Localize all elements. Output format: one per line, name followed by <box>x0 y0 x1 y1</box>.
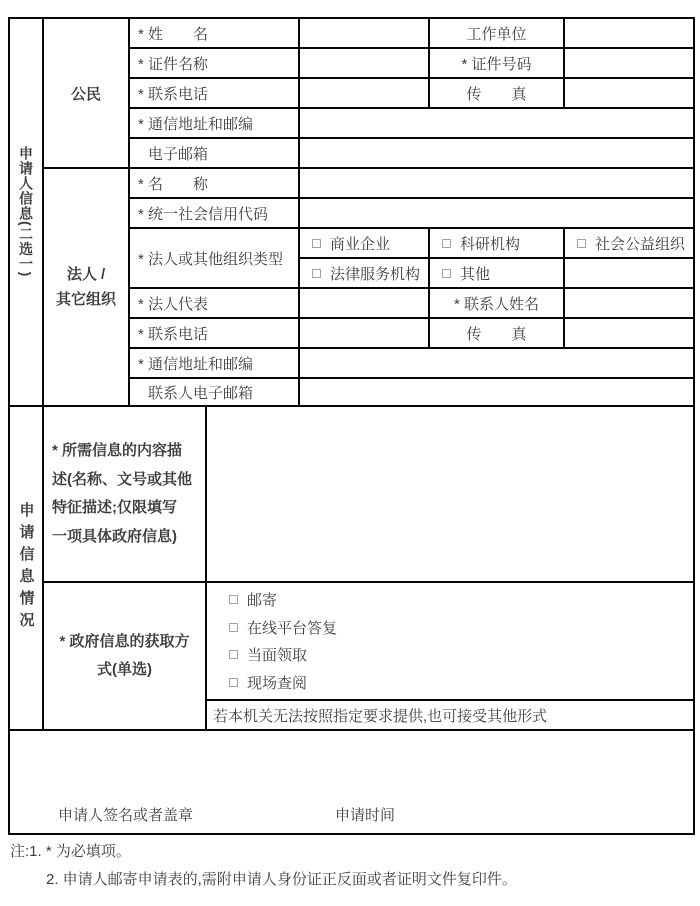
delivery-method-label-line: * 政府信息的获取方 <box>59 633 190 650</box>
org-type-option-public-welfare[interactable] <box>564 228 694 258</box>
citizen-work-unit-input-cell[interactable] <box>564 18 694 48</box>
citizen-id-number-label: * 证件号码 <box>429 48 564 78</box>
delivery-method-options <box>206 582 694 700</box>
checkbox-icon[interactable] <box>312 269 321 278</box>
checkbox-icon[interactable] <box>229 678 238 687</box>
signature-label: 申请人签名或者盖章 <box>58 807 194 824</box>
method-option-label: 现场查阅 <box>247 674 308 692</box>
org-credit-code-input-cell[interactable] <box>299 198 694 228</box>
method-option-label: 邮寄 <box>247 592 278 610</box>
checkbox-icon[interactable] <box>442 239 451 248</box>
request-section-side-label <box>9 406 43 730</box>
request-description-label-line: 特征描述;仅限填写 <box>52 499 177 516</box>
request-description-input-cell[interactable] <box>206 406 694 582</box>
checkbox-icon[interactable] <box>577 239 586 248</box>
checkbox-icon[interactable] <box>312 239 321 248</box>
org-address-input-cell[interactable] <box>299 348 694 378</box>
org-contact-email-label: 联系人电子邮箱 <box>129 378 299 406</box>
org-name-label: * 名 称 <box>129 168 299 198</box>
application-form-table <box>8 17 695 835</box>
org-type-label: * 法人或其他组织类型 <box>129 228 299 288</box>
checkbox-icon[interactable] <box>229 623 238 632</box>
org-type-option-label: 商业企业 <box>330 235 391 253</box>
organization-group-label-line1: 法人 / <box>66 266 106 283</box>
footnotes <box>10 838 517 894</box>
method-option-label: 当面领取 <box>247 647 308 665</box>
organization-group-label-line2: 其它组织 <box>55 291 116 308</box>
delivery-method-label <box>43 582 206 730</box>
request-description-label-line: 述(名称、文号或其他 <box>52 470 192 488</box>
request-description-label-line: * 所需信息的内容描 <box>52 442 183 459</box>
org-address-label: * 通信地址和邮编 <box>129 348 299 378</box>
citizen-phone-label: * 联系电话 <box>129 78 299 108</box>
org-type-option-legal-service[interactable] <box>299 258 429 288</box>
checkbox-icon[interactable] <box>229 595 238 604</box>
citizen-phone-input-cell[interactable] <box>299 78 429 108</box>
org-type-option-label: 其他 <box>460 265 491 283</box>
org-contact-email-input-cell[interactable] <box>299 378 694 406</box>
citizen-email-label: 电子邮箱 <box>129 138 299 168</box>
org-type-option-other[interactable] <box>429 258 564 288</box>
request-description-label-line: 一项具体政府信息) <box>52 527 177 545</box>
footnote-mail-attachment: 2. 申请人邮寄申请表的,需附申请人身份证正反面或者证明文件复印件。 <box>46 871 517 888</box>
org-type-option-label: 社会公益组织 <box>595 235 686 253</box>
citizen-fax-label: 传 真 <box>429 78 564 108</box>
org-fax-input-cell[interactable] <box>564 318 694 348</box>
method-fallback-note: 若本机关无法按照指定要求提供,也可接受其他形式 <box>206 700 694 730</box>
method-option-mail[interactable] <box>229 589 693 610</box>
applicant-section-side-label <box>9 18 43 406</box>
method-option-online-platform[interactable] <box>229 617 693 638</box>
org-credit-code-label: * 统一社会信用代码 <box>129 198 299 228</box>
org-legal-rep-label: * 法人代表 <box>129 288 299 318</box>
citizen-id-type-input-cell[interactable] <box>299 48 429 78</box>
citizen-id-type-label: * 证件名称 <box>129 48 299 78</box>
signature-row[interactable] <box>9 730 694 834</box>
org-type-option-label: 法律服务机构 <box>330 265 421 283</box>
request-description-label <box>43 406 206 582</box>
org-legal-rep-input-cell[interactable] <box>299 288 429 318</box>
checkbox-icon[interactable] <box>229 650 238 659</box>
checkbox-icon[interactable] <box>442 269 451 278</box>
citizen-name-input-cell[interactable] <box>299 18 429 48</box>
citizen-group-label: 公民 <box>43 18 129 168</box>
application-time-label: 申请时间 <box>335 807 396 824</box>
method-option-label: 在线平台答复 <box>247 619 338 637</box>
org-phone-input-cell[interactable] <box>299 318 429 348</box>
citizen-email-input-cell[interactable] <box>299 138 694 168</box>
org-type-option-research[interactable] <box>429 228 564 258</box>
citizen-fax-input-cell[interactable] <box>564 78 694 108</box>
applicant-side-label-text: 申请人信息(二选一) <box>18 146 34 278</box>
method-option-in-person-pickup[interactable] <box>229 644 693 665</box>
citizen-name-label: * 姓 名 <box>129 18 299 48</box>
citizen-address-input-cell[interactable] <box>299 108 694 138</box>
org-type-empty-cell <box>564 258 694 288</box>
citizen-address-label: * 通信地址和邮编 <box>129 108 299 138</box>
org-fax-label: 传 真 <box>429 318 564 348</box>
organization-group-label <box>43 168 129 406</box>
citizen-work-unit-label: 工作单位 <box>429 18 564 48</box>
delivery-method-label-line: 式(单选) <box>97 661 152 678</box>
org-phone-label: * 联系电话 <box>129 318 299 348</box>
citizen-id-number-input-cell[interactable] <box>564 48 694 78</box>
method-option-onsite-review[interactable] <box>229 672 693 693</box>
footnote-required-fields: 注:1. * 为必填项。 <box>10 843 131 860</box>
org-type-option-commercial[interactable] <box>299 228 429 258</box>
request-side-label-text: 申请信息情况 <box>17 502 35 634</box>
org-name-input-cell[interactable] <box>299 168 694 198</box>
org-contact-name-label: * 联系人姓名 <box>429 288 564 318</box>
org-type-option-label: 科研机构 <box>460 235 521 253</box>
org-contact-name-input-cell[interactable] <box>564 288 694 318</box>
